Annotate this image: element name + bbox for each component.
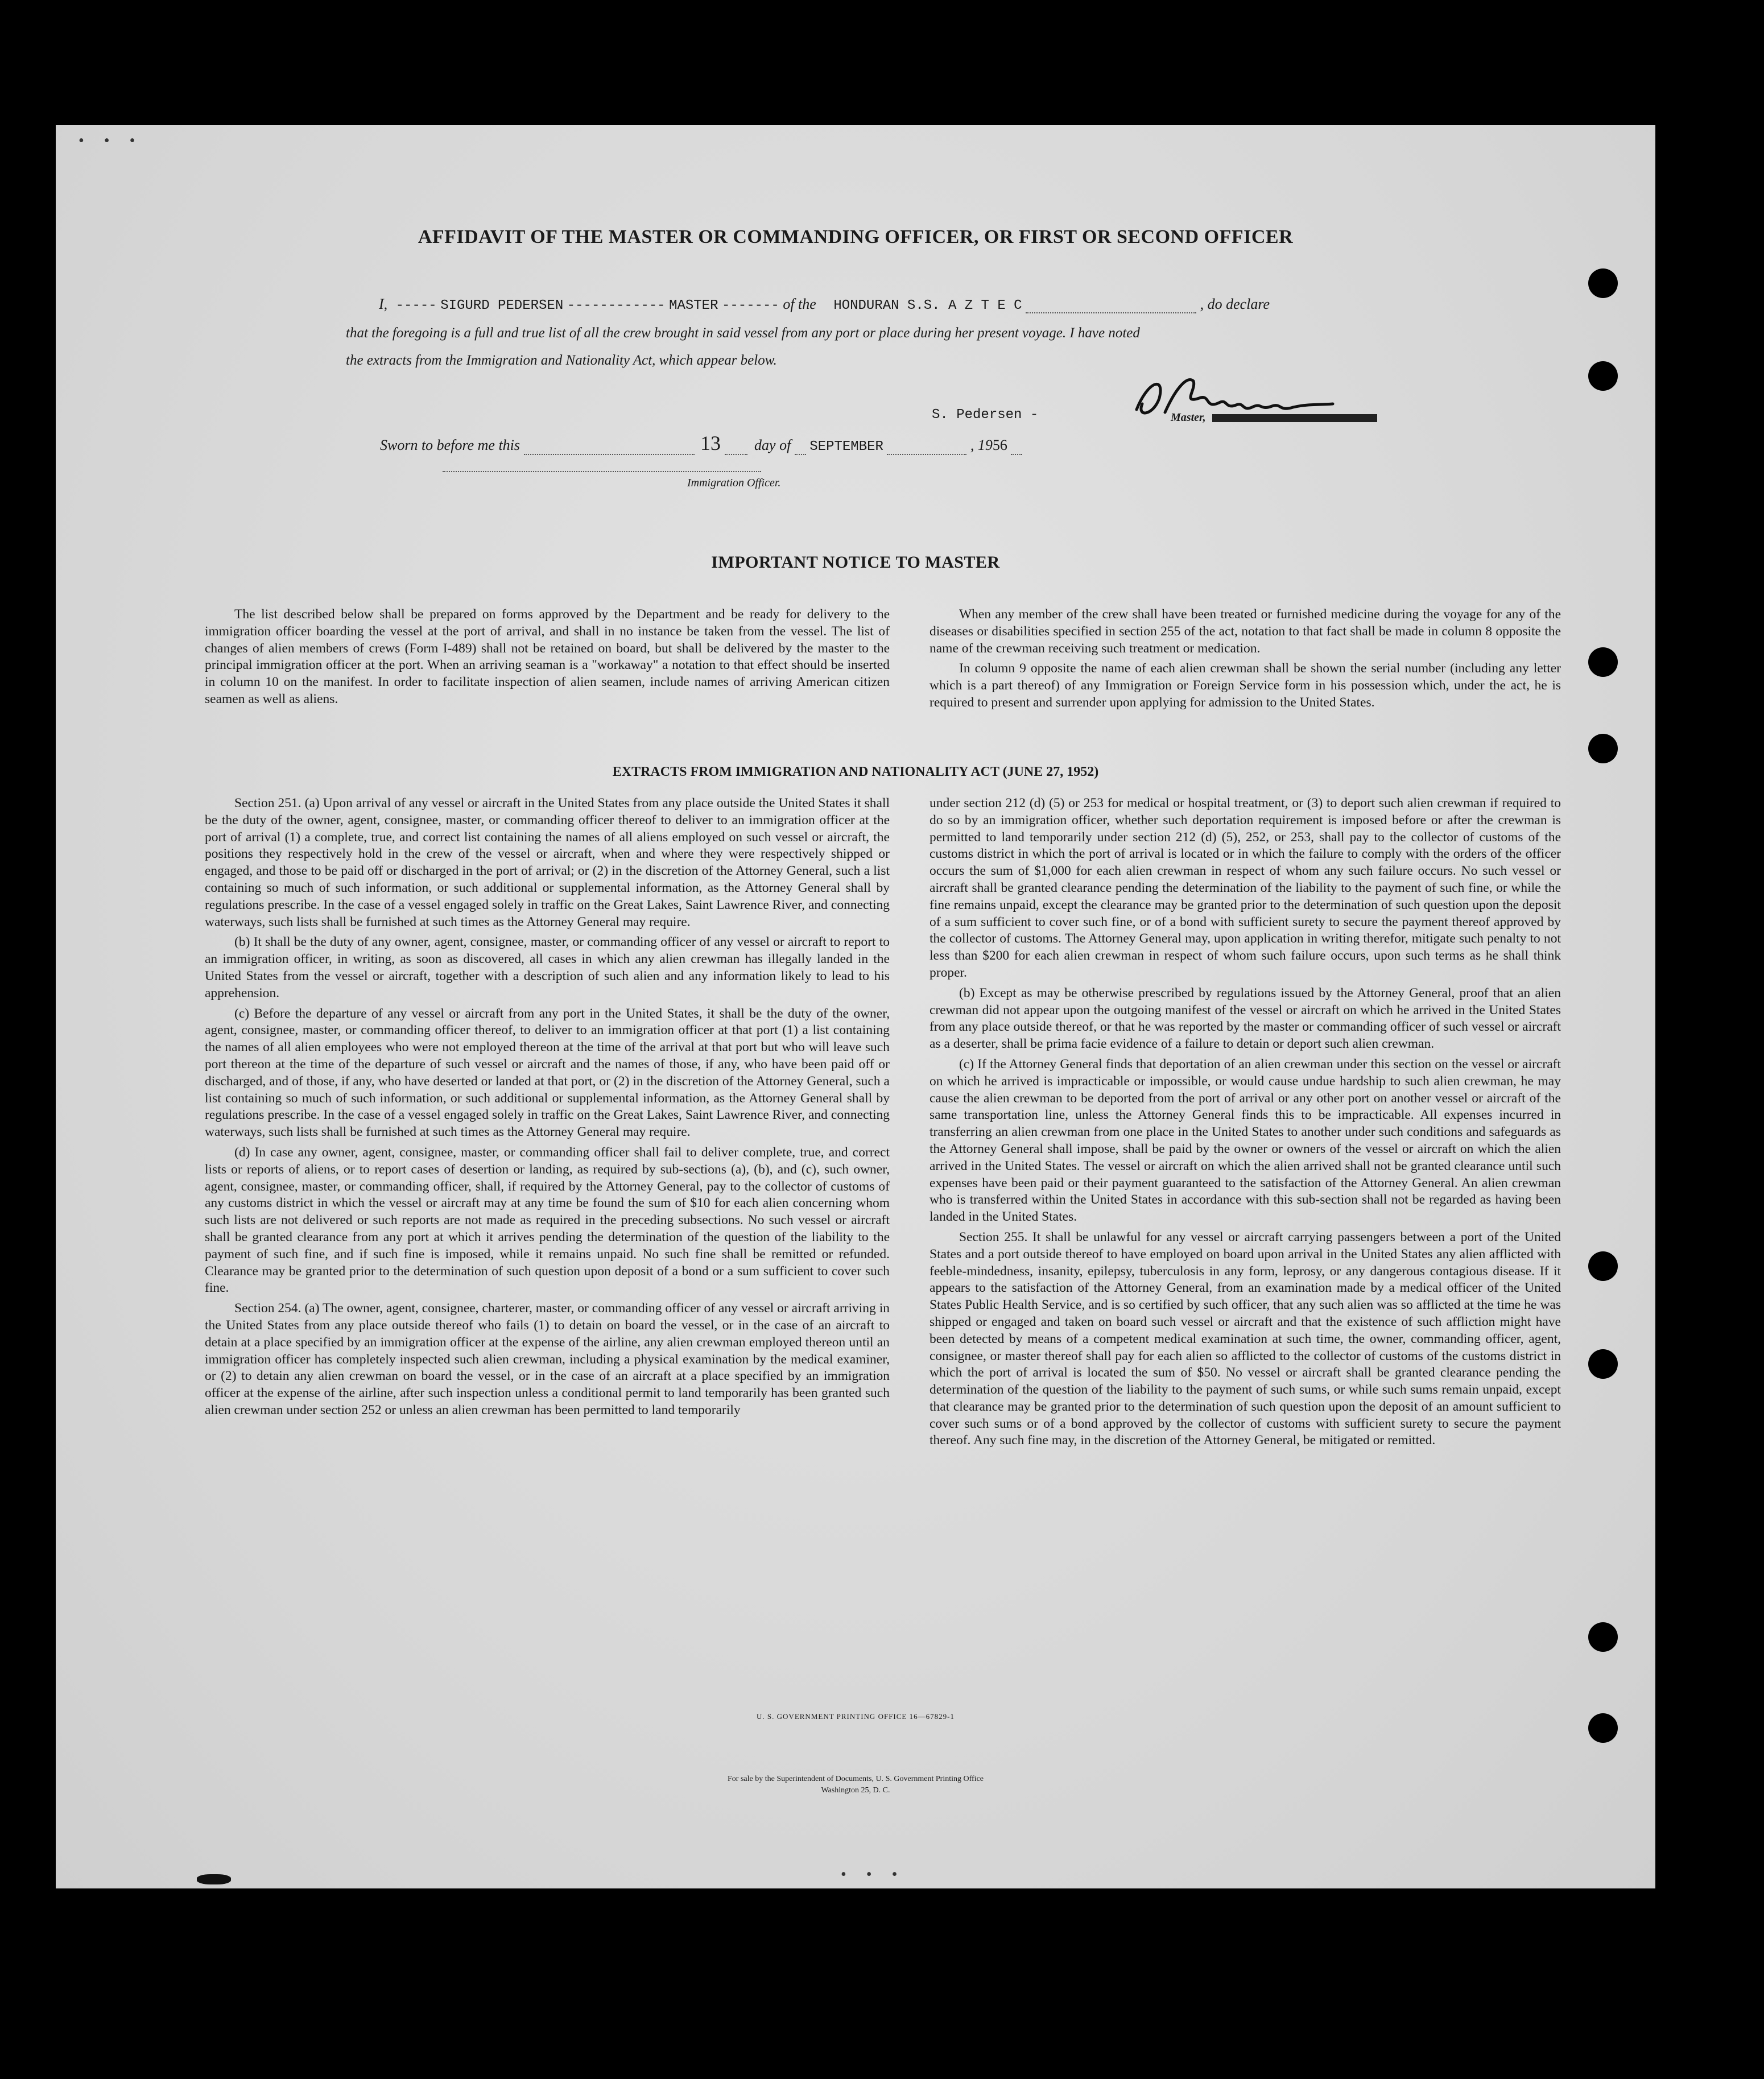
ink-blot (197, 1874, 231, 1884)
notice-paragraph: The list described below shall be prepared on forms approved by the Department and be ready for delivery to the immigration officer boarding the vessel at the port of arrival, and shall in no instance be taken from the vessel. The list of changes of alien members of crews (Form I-489) shall not be retained on board, but shall be delivered by the master to the principal immigration officer at the port. When an arriving seaman is a "workaway" a notation to that effect should be inserted in column 10 on the manifest. In order to facilitate inspection of alien seamen, include names of arriving American citizen seamen as well as aliens. (205, 607, 890, 706)
notice-left-column (205, 606, 890, 712)
extract-paragraph: Section 255. It shall be unlawful for any vessel or aircraft carrying passengers between a port of the United States and a port outside thereof to have employed on board upon arrival in the United States any alien afflicted with feeble-mindedness, insanity, epilepsy, tuberculosis in any form, leprosy, or any dangerous contagious disease. If it appears to the satisfaction of the Attorney General, from an examination made by a medical officer of the United States Public Health Service, and is so certified by such officer, that any such alien was so afflicted at the time he was shipped or engaged and taken on board such vessel or aircraft and that the existence of such affliction might have been detected by means of a competent medical examination at such time, the owner, commanding officer, agent, consignee, or master thereof shall pay for each alien so afflicted to the collector of customs of the customs district in which the port of arrival is located the sum of $50. No vessel or aircraft shall be granted clearance pending the determination of the question of the liability to the payment of such sums, or while such sums remain unpaid, except that clearance may be granted prior to the determination of such question upon the deposit of an amount sufficient to cover such sums or of a bond approved by the collector of customs with sufficient surety to secure the payment thereof. Any such fine may, in the discretion of the Attorney General, be mitigated or remitted. (929, 1229, 1561, 1448)
binder-hole (1588, 268, 1618, 298)
extract-paragraph: (d) In case any owner, agent, consignee, master, or commanding officer shall fail to deliver complete, true, and correct lists or reports of aliens, or to report cases of desertion or landing, as required by sub-sections (a), (b), and (c), such owner, agent, consignee, master, or commanding officer, shall, if required by the Attorney General, pay to the collector of customs of any customs district in which the vessel or aircraft may at any time be found the sum of $10 for each alien concerning whom such lists are not delivered or such reports are not made as required in the preceding subsections. No such vessel or aircraft shall be granted clearance from any port at which it arrives pending the determination of the question of the liability to the payment of such fine, and if such fine is imposed, while it remains unpaid. No such fine shall be remitted or refunded. Clearance may be granted prior to the determination of such question upon deposit of a bond or a sum sufficient to cover such fine. (205, 1144, 890, 1296)
binder-hole (1588, 734, 1618, 763)
notice-paragraph: When any member of the crew shall have been treated or furnished medicine during the voyage for any of the diseases or disabilities specified in section 255 of the act, notation to that fact shall be made in column 8 opposite the name of the crewman receiving such treatment or medication. (929, 607, 1561, 656)
document-page (56, 125, 1655, 1888)
declaration-prefix: I, (379, 296, 388, 312)
extracts-title: EXTRACTS FROM IMMIGRATION AND NATIONALITY ACT (JUNE 27, 1952) (612, 764, 1099, 779)
footer-sale-line: For sale by the Superintendent of Documents, U. S. Government Printing Office (728, 1775, 984, 1783)
binder-hole (1588, 1713, 1618, 1743)
binder-hole (1588, 1349, 1618, 1379)
sworn-label: Sworn to before me this (380, 437, 520, 453)
extract-paragraph: under section 212 (d) (5) or 253 for medical or hospital treatment, or (3) to deport such alien crewman if required to do so by an immigration officer, whether such deportation requirement is imposed before or after the crewman is permitted to land temporarily under section 212 (d) (5), 252, or 253, shall pay to the collector of customs of the customs district in which the port of arrival is located or in which the failure to comply with the orders of the officer occurs the sum of $1,000 for each alien crewman in respect of whom any such failure occurs. No such vessel or aircraft shall be granted clearance pending the determination of the liability to the payment of such fine, or while the fine remains unpaid, except the clearance may be granted prior to the determination of such question upon the deposit of a sum sufficient to cover such fine, or of a bond with sufficient surety to secure the payment thereof approved by the collector of customs. The Attorney General may, upon application in writing therefor, mitigate such penalty to not less than $200 for each alien crewman in respect of whom such failure occurs, upon such terms as he shall think proper. (929, 796, 1561, 980)
day-of-label: day of (754, 437, 791, 453)
extract-paragraph: (b) Except as may be otherwise prescribed by regulations issued by the Attorney General, proof that an alien crewman did not appear upon the outgoing manifest of the vessel or aircraft on which he arrived in the United States from any place outside thereof, or that he was reported by the master or commanding officer of such vessel or aircraft as a deserter, shall be prima facie evidence of a failure to detain or deport such alien crewman. (929, 985, 1561, 1052)
extracts-right-column (929, 795, 1561, 1453)
vessel-name: HONDURAN S.S. A Z T E C (833, 298, 1022, 313)
extract-paragraph: (c) Before the departure of any vessel or aircraft from any port in the United States, it shall be the duty of the owner, agent, consignee, master, or commanding officer thereof, to deliver to an immigration officer at that port (1) a list containing the names of all alien employees who were not employed thereon at the time of the arrival at that port but who will leave such port thereon at the time of the departure of such vessel or aircraft and the names of those, if any, who have been paid off or discharged, and of those, if any, who have deserted or landed at that port, or (2) in the discretion of the Attorney General, such a list containing so much of such information, or such additional or supplemental information, as the Attorney General shall by regulations prescribe. In the case of a vessel engaged solely in traffic on the Great Lakes, Saint Lawrence River, and connecting waterways, such lists shall be furnished at such times as the Attorney General may require. (205, 1006, 890, 1140)
officer-signature-line (443, 471, 761, 472)
extract-paragraph: Section 251. (a) Upon arrival of any vessel or aircraft in the United States from any place outside the United States it shall be the duty of the owner, agent, consignee, master, or commanding officer thereof to deliver to an immigration officer at the port of arrival (1) a complete, true, and correct list containing the names of all aliens employed on such vessel or aircraft, the positions they respectively hold in the crew of the vessel or aircraft, when and where they were respectively shipped or engaged, and those to be paid off or discharged in the port of arrival; or (2) in the discretion of the Attorney General, such a list containing so much of such information, or such additional or supplemental information, as the Attorney General shall by regulations prescribe. In the case of a vessel engaged solely in traffic on the Great Lakes, Saint Lawrence River, and connecting waterways, such lists shall be furnished at such times as the Attorney General may require. (205, 796, 890, 929)
gpo-line: U. S. GOVERNMENT PRINTING OFFICE 16—67829-1 (757, 1712, 955, 1721)
sworn-day: 13 (700, 432, 721, 454)
sworn-year: 56 (992, 437, 1007, 453)
master-typed-name: S. Pedersen - (932, 407, 1039, 423)
officer-label: Immigration Officer. (687, 477, 781, 489)
declaration-line-3: the extracts from the Immigration and Nationality Act, which appear below. (346, 353, 777, 368)
footer-address-line: Washington 25, D. C. (821, 1786, 890, 1795)
declaration-line-2: that the foregoing is a full and true list of all the crew brought in said vessel from any port or place during her present voyage. I have noted (346, 325, 1140, 341)
of-the-label: of the (783, 296, 816, 312)
master-label: Master, (1171, 411, 1377, 424)
affidavit-title: AFFIDAVIT OF THE MASTER OR COMMANDING OFFICER, OR FIRST OR SECOND OFFICER (418, 226, 1294, 247)
extracts-left-column (205, 795, 890, 1423)
bottom-dots: • • • (841, 1866, 906, 1883)
extract-paragraph: Section 254. (a) The owner, agent, consignee, charterer, master, or commanding officer of any vessel or aircraft arriving in the United States from any place outside thereof who fails (1) to detain on board the vessel, or in the case of an aircraft to detain at a place specified by an immigration officer at the expense of the airline, any alien crewman employed thereon until an immigration officer has completely inspected such alien crewman, including a physical examination by the medical examiner, or (2) to detain any alien crewman on board the vessel, or in the case of an aircraft at a place specified by an immigration officer at the expense of the airline, after such inspection unless a conditional permit to land temporarily has been granted such alien crewman under section 252 or unless an alien crewman has been permitted to land temporarily (205, 1301, 890, 1417)
corner-dots: • • • (79, 132, 143, 150)
binder-hole (1588, 1251, 1618, 1281)
declaration-line: I, ----- SIGURD PEDERSEN ------------ MASTER ------- of the HONDURAN S.S. A Z T E C , do declare (379, 296, 1270, 313)
do-declare-label: , do declare (1200, 296, 1270, 312)
master-name: SIGURD PEDERSEN (440, 298, 564, 313)
sworn-line: Sworn to before me this 13 day of SEPTEMBER , 1956 (380, 431, 1022, 455)
master-rank: MASTER (669, 298, 718, 313)
binder-hole (1588, 361, 1618, 391)
notice-title: IMPORTANT NOTICE TO MASTER (711, 553, 1000, 572)
sworn-month: SEPTEMBER (809, 439, 883, 454)
extract-paragraph: (b) It shall be the duty of any owner, agent, consignee, master, or commanding officer of any vessel or aircraft to report to an immigration officer, in writing, as soon as discovered, all cases in which any alien crewman has illegally landed in the United States from the vessel or aircraft, together with a description of such alien and any information likely to lead to his apprehension. (205, 935, 890, 1001)
binder-hole (1588, 647, 1618, 677)
binder-hole (1588, 1622, 1618, 1652)
extract-paragraph: (c) If the Attorney General finds that deportation of an alien crewman under this section on the vessel or aircraft on which he arrived is impracticable or impossible, or would cause undue hardship to such alien crewman, he may cause the alien crewman to be deported from the port of arrival or any other port on another vessel or aircraft of the same transportation line, unless the Attorney General finds this to be impracticable. All expenses incurred in transferring an alien crewman from one place in the United States to another under such conditions and safeguards as the Attorney General shall impose, shall be paid by the owner or owners of the vessel or aircraft on which the alien arrived in the United States. The vessel or aircraft on which the alien arrived shall not be granted clearance until such expenses have been paid or their payment guaranteed to the satisfaction of the Attorney General. An alien crewman who is transferred within the United States in accordance with this sub-section shall not be regarded as having been landed in the United States. (929, 1056, 1561, 1225)
notice-paragraph: In column 9 opposite the name of each alien crewman shall be shown the serial number (including any letter which is a part thereof) of any Immigration or Foreign Service form in his possession which, under the act, he is required to present and surrender upon applying for admission to the United States. (929, 661, 1561, 710)
notice-right-column (929, 606, 1561, 715)
